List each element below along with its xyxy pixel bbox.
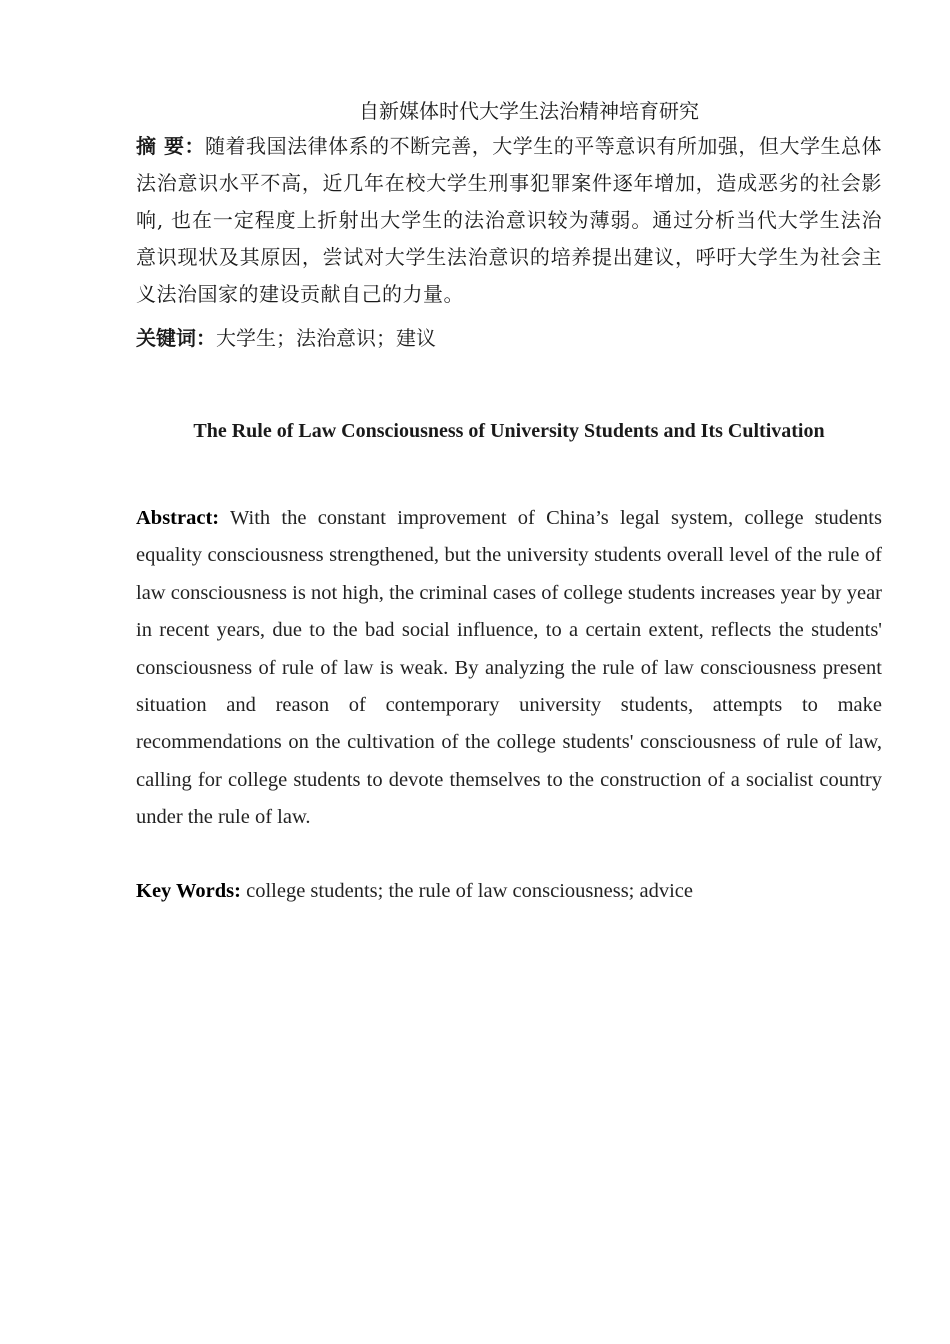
english-keywords bbox=[136, 876, 882, 906]
chinese-abstract-text: 随着我国法律体系的不断完善，大学生的平等意识有所加强，但大学生总体法治意识水平不高，近几年在校大学生刑事犯罪案件逐年增加，造成恶劣的社会影响, 也在一定程度上折射出大学生的法治意识较为薄弱。通过分析当代大学生法治意识现状及其原因，尝试对大学生法治意识的培养提出建议，呼吁大学生为社会主义法治国家的建设贡献自己的力量。 bbox=[136, 134, 883, 306]
english-title: The Rule of Law Consciousness of University Students and Its Cultivation bbox=[193, 420, 825, 442]
english-abstract-label: Abstract: bbox=[136, 507, 220, 529]
chinese-abstract-label: 摘 要： bbox=[136, 134, 206, 158]
chinese-abstract bbox=[136, 128, 882, 313]
english-keywords-text: college students; the rule of law consciousness; advice bbox=[246, 880, 693, 902]
chinese-title: 自新媒体时代大学生法治精神培育研究 bbox=[359, 99, 699, 123]
english-abstract bbox=[136, 500, 882, 837]
english-keywords-label: Key Words: bbox=[136, 880, 241, 902]
chinese-keywords bbox=[136, 323, 882, 353]
english-abstract-text: With the constant improvement of China’s legal system, college students equality consciousness strengthened, but the university students overall level of the rule of law consciousness is not high, the criminal cases of college students increases year by year in recent years, due to the bad social influence, to a certain extent, reflects the students' consciousness of rule of law is weak. By analyzing the rule of law consciousness present situation and reason of contemporary university students, attempts to make recommendations on the cultivation of the college students' consciousness of rule of law, calling for college students to devote themselves to the construction of a socialist country under the rule of law. bbox=[136, 507, 882, 829]
document-page bbox=[136, 96, 883, 902]
chinese-keywords-text: 大学生；法治意识；建议 bbox=[216, 326, 436, 350]
chinese-keywords-label: 关键词： bbox=[136, 326, 216, 350]
